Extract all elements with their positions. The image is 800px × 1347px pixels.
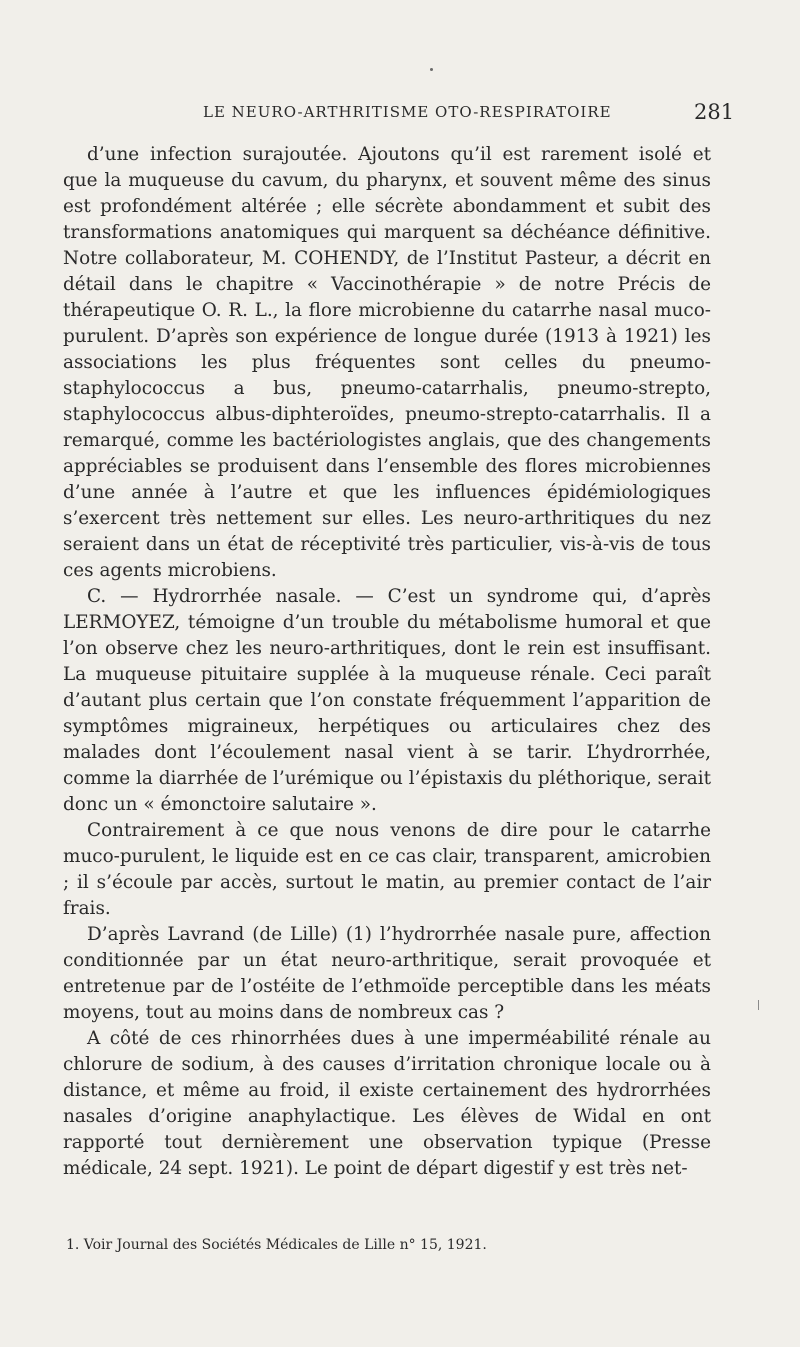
running-title: LE NEURO-ARTHRITISME OTO-RESPIRATOIRE [203, 103, 612, 121]
footnote: 1. Voir Journal des Sociétés Médicales de Lille n° 15, 1921. [66, 1237, 487, 1253]
paragraph-3: Contrairement à ce que nous venons de dire pour le catarrhe muco-purulent, le liquide est en ce cas clair, transparent, amicrobien ; il s’écoule par accès, surtout le matin, au premier contact de l’air frais. [63, 820, 711, 919]
paragraph-5: A côté de ces rhinorrhées dues à une imperméabilité rénale au chlorure de sodium, à des causes d’irritation chronique locale ou à distance, et même au froid, il existe certainement des hydrorrhées nasales d’origine anaphylactique. Les élèves de Widal en ont rapporté tout dernièrement une observation typique (Presse médicale, 24 sept. 1921). Le point de départ digestif y est très net- [63, 1028, 711, 1179]
margin-mark [758, 1000, 759, 1010]
print-speck [430, 68, 433, 71]
page-number: 281 [694, 100, 735, 124]
paragraph-1: d’une infection surajoutée. Ajoutons qu’il est rarement isolé et que la muqueuse du cavum, du pharynx, et souvent même des sinus est profondément altérée ; elle sécrète abondamment et subit des transformations anatomiques qui marquent sa déchéance définitive. Notre collaborateur, M. COHENDY, de l’Institut Pasteur, a décrit en détail dans le chapitre « Vaccinothérapie » de notre Précis de thérapeutique O. R. L., la flore microbienne du catarrhe nasal muco-purulent. D’après son expérience de longue durée (1913 à 1921) les associations les plus fréquentes sont celles du pneumo-staphylococcus a bus, pneumo-catarrhalis, pneumo-strepto, staphylococcus albus-diphteroïdes, pneumo-strepto-catarrhalis. Il a remarqué, comme les bactériologistes anglais, que des changements appréciables se produisent dans l’ensemble des flores microbiennes d’une année à l’autre et que les influences épidémiologiques s’exercent très nettement sur elles. Les neuro-arthritiques du nez seraient dans un état de réceptivité très particulier, vis-à-vis de tous ces agents microbiens. [63, 144, 711, 581]
running-head [0, 100, 800, 124]
body-text [63, 142, 711, 1182]
paragraph-4: D’après Lavrand (de Lille) (1) l’hydrorrhée nasale pure, affection conditionnée par un état neuro-arthritique, serait provoquée et entretenue par de l’ostéite de l’ethmoïde perceptible dans les méats moyens, tout au moins dans de nombreux cas ? [63, 924, 711, 1023]
paragraph-2: C. — Hydrorrhée nasale. — C’est un syndrome qui, d’après LERMOYEZ, témoigne d’un trouble du métabolisme humoral et que l’on observe chez les neuro-arthritiques, dont le rein est insuffisant. La muqueuse pituitaire supplée à la muqueuse rénale. Ceci paraît d’autant plus certain que l’on constate fréquemment l’apparition de symptômes migraineux, herpétiques ou articulaires chez des malades dont l’écoulement nasal vient à se tarir. L’hydrorrhée, comme la diarrhée de l’urémique ou l’épistaxis du pléthorique, serait donc un « émonctoire salutaire ». [63, 586, 711, 815]
